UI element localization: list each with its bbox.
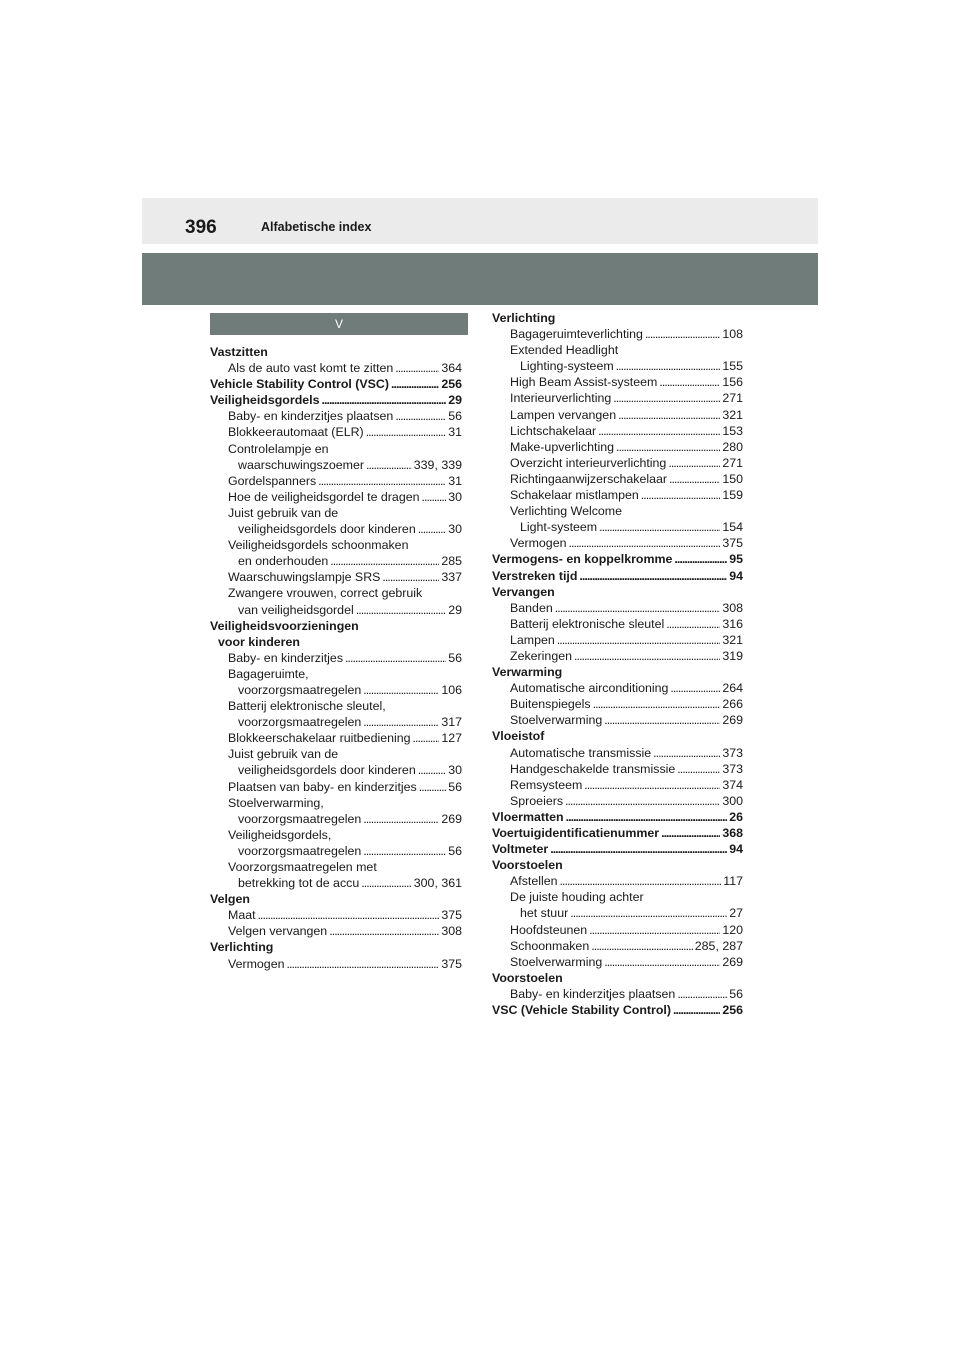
dot-leader: [645, 326, 720, 342]
index-entry-text: Automatische transmissie: [510, 745, 652, 760]
index-entry-page: 30: [448, 763, 462, 778]
index-entry-text: Bagageruimte,: [228, 666, 309, 681]
index-entry-page: 56: [448, 650, 462, 665]
index-entry-text: voorzorgsmaatregelen: [238, 715, 362, 730]
index-entry-page: 156: [722, 375, 743, 390]
index-entry: [492, 471, 743, 487]
index-entry-text: Waarschuwingslampje SRS: [228, 570, 381, 585]
index-entry-text: Richtingaanwijzerschakelaar: [510, 471, 668, 486]
index-entry-text: het stuur: [520, 906, 569, 921]
dot-leader: [584, 777, 720, 793]
index-entry-text: voor kinderen: [218, 634, 300, 649]
index-entry-text: Sproeiers: [510, 793, 564, 808]
index-entry: [210, 392, 462, 408]
dot-leader: [591, 938, 693, 954]
index-entry-page: 300, 361: [413, 876, 462, 891]
dot-leader: [422, 489, 447, 505]
index-entry-text: en onderhouden: [238, 554, 329, 569]
dot-leader: [418, 762, 446, 778]
index-entry: [210, 762, 462, 778]
index-entry-page: 308: [441, 924, 462, 939]
index-entry-text: Verstreken tijd: [492, 568, 578, 583]
index-entry-page: 108: [722, 327, 743, 342]
index-entry: [492, 616, 743, 632]
index-entry-text: Voorstoelen: [492, 970, 563, 985]
index-entry-text: Vermogen: [510, 536, 567, 551]
dot-leader: [661, 825, 720, 841]
index-entry: [210, 441, 462, 457]
index-entry-text: VSC (Vehicle Stability Control): [492, 1003, 672, 1018]
index-entry-page: 321: [722, 632, 743, 647]
title-bar: [142, 253, 818, 305]
header-band: [142, 198, 818, 244]
index-entry-text: Plaatsen van baby- en kinderzitjes: [228, 779, 417, 794]
index-entry-text: Baby- en kinderzitjes plaatsen: [228, 409, 394, 424]
index-entry-page: 56: [448, 779, 462, 794]
dot-leader: [670, 680, 720, 696]
dot-leader: [589, 922, 720, 938]
index-entry-text: Zekeringen: [510, 648, 572, 663]
index-entry-page: 155: [722, 359, 743, 374]
dot-leader: [557, 632, 721, 648]
index-entry-text: Bagageruimteverlichting: [510, 327, 643, 342]
index-entry: [492, 922, 743, 938]
index-entry-page: 285: [441, 554, 462, 569]
index-entry-page: 375: [441, 908, 462, 923]
index-entry-text: Vloeistof: [492, 729, 545, 744]
index-entry: [492, 873, 743, 889]
dot-leader: [555, 600, 721, 616]
index-entry-text: Velgen: [210, 892, 250, 907]
index-entry-text: Vermogen: [228, 956, 285, 971]
index-entry-text: Vervangen: [492, 584, 555, 599]
index-entry-text: Stoelverwarming: [510, 954, 603, 969]
index-entry: [210, 811, 462, 827]
index-entry-text: Gordelspanners: [228, 473, 317, 488]
index-entry: [492, 568, 743, 584]
index-entry-text: Hoofdsteunen: [510, 922, 588, 937]
index-entry-page: 269: [722, 713, 743, 728]
index-entry-text: Lichtschakelaar: [510, 423, 597, 438]
dot-leader: [659, 374, 720, 390]
index-entry: [492, 632, 743, 648]
dot-leader: [366, 424, 447, 440]
index-entry-text: Stoelverwarming,: [228, 795, 324, 810]
index-entry-text: Veiligheidsgordels,: [228, 827, 332, 842]
index-entry: [492, 777, 743, 793]
index-entry: [492, 745, 743, 761]
dot-leader: [579, 568, 727, 584]
dot-leader: [345, 650, 446, 666]
index-entry: [210, 650, 462, 666]
index-entry: [492, 551, 743, 567]
index-entry-page: 280: [722, 439, 743, 454]
index-entry-page: 373: [722, 761, 743, 776]
dot-leader: [568, 535, 720, 551]
index-entry: [210, 666, 462, 682]
index-entry-page: 337: [441, 570, 462, 585]
index-entry-text: Lampen vervangen: [510, 407, 617, 422]
index-entry-text: Afstellen: [510, 874, 558, 889]
index-entry-page: 27: [729, 906, 743, 921]
index-entry: [492, 519, 743, 535]
index-entry: [210, 618, 462, 634]
index-entry-text: betrekking tot de accu: [238, 876, 360, 891]
index-entry-page: 150: [722, 471, 743, 486]
index-entry-text: veiligheidsgordels door kinderen: [238, 522, 416, 537]
dot-leader: [677, 761, 720, 777]
letter-heading: V: [210, 313, 468, 335]
index-entry-text: Vehicle Stability Control (VSC): [210, 377, 390, 392]
index-entry: [492, 680, 743, 696]
index-entry-text: Light-systeem: [520, 520, 598, 535]
index-entry: [492, 487, 743, 503]
dot-leader: [413, 730, 440, 746]
dot-leader: [616, 439, 720, 455]
index-entry-page: 368: [722, 826, 743, 840]
index-entry: [210, 602, 462, 618]
index-entry-page: 321: [722, 407, 743, 422]
index-entry-page: 317: [441, 715, 462, 730]
index-entry: [492, 455, 743, 471]
index-entry-text: Veiligheidsgordels schoonmaken: [228, 538, 409, 553]
dot-leader: [321, 392, 446, 408]
index-entry-page: 300: [722, 793, 743, 808]
index-entry: [210, 956, 462, 972]
index-entry-page: 153: [722, 423, 743, 438]
index-entry-text: Verlichting: [492, 311, 556, 325]
index-entry: [492, 310, 743, 326]
index-entry-text: Vermogens- en koppelkromme: [492, 552, 673, 567]
dot-leader: [330, 553, 439, 569]
dot-leader: [419, 779, 446, 795]
index-entry-text: Buitenspiegels: [510, 697, 591, 712]
index-entry-text: Baby- en kinderzitjes plaatsen: [510, 986, 676, 1001]
page-number: 396: [185, 217, 217, 238]
index-entry: [210, 859, 462, 875]
index-entry-page: 31: [448, 425, 462, 440]
index-entry-text: Voltmeter: [492, 842, 549, 857]
index-entry-page: 308: [722, 600, 743, 615]
index-entry: [492, 374, 743, 390]
index-entry: [492, 326, 743, 342]
index-entry-page: 285, 287: [694, 938, 743, 953]
index-entry: [210, 424, 462, 440]
index-entry: [492, 761, 743, 777]
index-entry: [210, 682, 462, 698]
index-entry-page: 31: [448, 473, 462, 488]
dot-leader: [363, 843, 446, 859]
index-entry: [492, 889, 743, 905]
index-entry: [210, 891, 462, 907]
index-entry: [492, 938, 743, 954]
index-entry-page: 374: [722, 777, 743, 792]
index-entry-text: Maat: [228, 908, 256, 923]
index-entry-page: 269: [722, 954, 743, 969]
index-entry: [210, 473, 462, 489]
index-entry-text: Velgen vervangen: [228, 924, 328, 939]
dot-leader: [356, 602, 446, 618]
index-entry-page: 375: [722, 536, 743, 551]
index-entry-page: 271: [722, 455, 743, 470]
dot-leader: [669, 471, 720, 487]
dot-leader: [616, 358, 721, 374]
index-entry: [492, 535, 743, 551]
index-entry-text: voorzorgsmaatregelen: [238, 811, 362, 826]
index-entry: [492, 664, 743, 680]
index-entry: [492, 728, 743, 744]
index-entry-text: Veiligheidsgordels: [210, 393, 320, 408]
index-entry-page: 56: [448, 843, 462, 858]
index-entry-text: Hoe de veiligheidsgordel te dragen: [228, 489, 420, 504]
index-entry: [210, 875, 462, 891]
index-entry-page: 94: [729, 842, 743, 857]
index-entry-text: Voorzorgsmaatregelen met: [228, 860, 377, 874]
index-entry-text: Batterij elektronische sleutel,: [228, 699, 386, 714]
index-entry-page: 120: [722, 922, 743, 937]
dot-leader: [566, 809, 728, 825]
index-entry: [210, 843, 462, 859]
dot-leader: [418, 521, 446, 537]
index-entry-text: Extended Headlight: [510, 343, 619, 358]
index-entry-text: Verlichting Welcome: [510, 504, 623, 519]
dot-leader: [363, 714, 439, 730]
section-title: Alfabetische index: [261, 220, 372, 234]
index-entry-text: Stoelverwarming: [510, 713, 603, 728]
index-entry: [210, 827, 462, 843]
index-entry-text: voorzorgsmaatregelen: [238, 843, 362, 858]
index-entry-text: Baby- en kinderzitjes: [228, 650, 344, 665]
index-entry-page: 95: [729, 552, 743, 567]
index-entry-text: High Beam Assist-systeem: [510, 375, 658, 390]
index-entry-text: Vastzitten: [210, 345, 268, 359]
index-entry-page: 106: [441, 682, 462, 697]
dot-leader: [329, 923, 439, 939]
index-entry: [492, 648, 743, 664]
index-entry: [492, 423, 743, 439]
index-entry: [210, 408, 462, 424]
index-entry-text: Handgeschakelde transmissie: [510, 761, 676, 776]
dot-leader: [674, 551, 727, 567]
index-entry-page: 375: [441, 956, 462, 971]
dot-leader: [618, 407, 720, 423]
index-entry: [492, 809, 743, 825]
index-entry: [492, 905, 743, 921]
dot-leader: [570, 905, 727, 921]
index-entry-text: Als de auto vast komt te zitten: [228, 361, 394, 376]
index-entry: [492, 970, 743, 986]
index-entry: [210, 344, 462, 360]
index-entry: [210, 939, 462, 955]
index-entry-text: veiligheidsgordels door kinderen: [238, 763, 416, 778]
index-entry: [492, 390, 743, 406]
index-entry-text: Veiligheidsvoorzieningen: [210, 618, 359, 633]
dot-leader: [604, 712, 720, 728]
index-entry: [492, 342, 743, 358]
dot-leader: [565, 793, 720, 809]
index-entry-text: Automatische airconditioning: [510, 681, 669, 696]
dot-leader: [361, 875, 412, 891]
index-entry-text: Controlelampje en: [228, 441, 329, 456]
index-entry: [210, 360, 462, 376]
dot-leader: [550, 841, 727, 857]
index-entry-page: 29: [448, 602, 462, 617]
index-entry-text: Verlichting: [210, 940, 274, 955]
dot-leader: [391, 376, 439, 392]
index-entry: [492, 1002, 743, 1018]
index-entry: [210, 779, 462, 795]
index-entry-page: 26: [729, 809, 743, 824]
dot-leader: [395, 360, 439, 376]
index-entry-text: Blokkeerautomaat (ELR): [228, 425, 364, 440]
dot-leader: [598, 423, 720, 439]
index-entry-page: 364: [441, 361, 462, 376]
index-entry-page: 316: [722, 616, 743, 631]
dot-leader: [641, 487, 721, 503]
dot-leader: [318, 473, 446, 489]
index-entry: [492, 407, 743, 423]
index-entry: [492, 696, 743, 712]
dot-leader: [653, 745, 720, 761]
index-entry-text: Schakelaar mistlampen: [510, 488, 639, 503]
index-entry: [210, 489, 462, 505]
dot-leader: [366, 457, 412, 473]
dot-leader: [599, 519, 720, 535]
index-entry-text: Schoonmaken: [510, 938, 590, 953]
index-entry: [210, 505, 462, 521]
dot-leader: [382, 569, 439, 585]
index-entry: [210, 698, 462, 714]
dot-leader: [677, 986, 727, 1002]
index-entry-page: 256: [441, 377, 462, 392]
index-entry-page: 30: [448, 489, 462, 504]
index-entry-text: Voertuigidentificatienummer: [492, 826, 660, 840]
index-entry-text: van veiligheidsgordel: [238, 602, 354, 617]
index-entry: [492, 986, 743, 1002]
index-entry-text: voorzorgsmaatregelen: [238, 682, 362, 697]
dot-leader: [560, 873, 722, 889]
index-entry-page: 256: [722, 1003, 743, 1018]
dot-leader: [666, 616, 720, 632]
index-entry-text: Zwangere vrouwen, correct gebruik: [228, 586, 423, 601]
index-entry-page: 159: [722, 488, 743, 503]
index-entry-text: Interieurverlichting: [510, 391, 612, 406]
index-entry: [210, 730, 462, 746]
index-entry-text: Voorstoelen: [492, 858, 563, 873]
index-entry: [492, 954, 743, 970]
index-entry-page: 373: [722, 745, 743, 760]
index-entry-text: Remsysteem: [510, 777, 583, 792]
index-entry-text: Juist gebruik van de: [228, 505, 339, 520]
dot-leader: [673, 1002, 720, 1018]
index-entry: [492, 712, 743, 728]
index-entry-text: Batterij elektronische sleutel: [510, 616, 665, 631]
index-entry: [210, 376, 462, 392]
index-entry-text: Overzicht interieurverlichting: [510, 455, 667, 470]
index-entry-page: 30: [448, 522, 462, 537]
index-entry: [492, 584, 743, 600]
index-entry-page: 154: [722, 520, 743, 535]
index-entry-page: 271: [722, 391, 743, 406]
index-entry-text: Blokkeerschakelaar ruitbediening: [228, 731, 411, 746]
index-entry: [492, 503, 743, 519]
index-entry: [210, 553, 462, 569]
index-entry: [492, 358, 743, 374]
dot-leader: [668, 455, 720, 471]
index-entry: [492, 841, 743, 857]
index-entry-page: 56: [729, 986, 743, 1001]
index-entry-text: waarschuwingszoemer: [238, 457, 365, 472]
index-entry: [210, 923, 462, 939]
dot-leader: [258, 907, 440, 923]
index-entry-text: Banden: [510, 600, 553, 615]
index-entry: [210, 457, 462, 473]
index-entry: [210, 795, 462, 811]
index-entry-page: 94: [729, 568, 743, 583]
index-entry-text: Verwarming: [492, 665, 563, 680]
index-entry: [492, 825, 743, 841]
index-entry: [210, 907, 462, 923]
index-entry: [492, 793, 743, 809]
index-entry-text: Juist gebruik van de: [228, 747, 339, 762]
dot-leader: [574, 648, 720, 664]
index-entry-text: De juiste houding achter: [510, 890, 644, 905]
index-entry: [210, 537, 462, 553]
dot-leader: [363, 682, 439, 698]
dot-leader: [593, 696, 721, 712]
index-entry-text: Lighting-systeem: [520, 359, 614, 374]
index-entry-page: 339, 339: [413, 457, 462, 472]
index-entry: [492, 600, 743, 616]
index-column-right: [492, 310, 743, 1018]
index-entry-text: Lampen: [510, 632, 555, 647]
index-entry-text: Make-upverlichting: [510, 439, 614, 454]
index-entry: [210, 521, 462, 537]
dot-leader: [395, 408, 446, 424]
dot-leader: [613, 390, 720, 406]
index-entry-page: 56: [448, 409, 462, 424]
index-entry-page: 29: [448, 393, 462, 408]
index-entry: [210, 746, 462, 762]
index-entry-text: Vloermatten: [492, 809, 564, 824]
dot-leader: [604, 954, 720, 970]
index-entry-page: 127: [441, 731, 462, 746]
index-entry: [210, 569, 462, 585]
index-entry-page: 117: [723, 874, 743, 889]
dot-leader: [363, 811, 439, 827]
index-entry: [492, 857, 743, 873]
dot-leader: [286, 956, 439, 972]
index-entry-page: 264: [722, 681, 743, 696]
index-entry: [210, 714, 462, 730]
index-entry-page: 269: [441, 811, 462, 826]
index-entry: [210, 585, 462, 601]
index-entry-page: 266: [722, 697, 743, 712]
index-column-left: [210, 310, 462, 972]
index-entry-page: 319: [722, 648, 743, 663]
index-entry: [210, 634, 462, 650]
index-entry: [492, 439, 743, 455]
